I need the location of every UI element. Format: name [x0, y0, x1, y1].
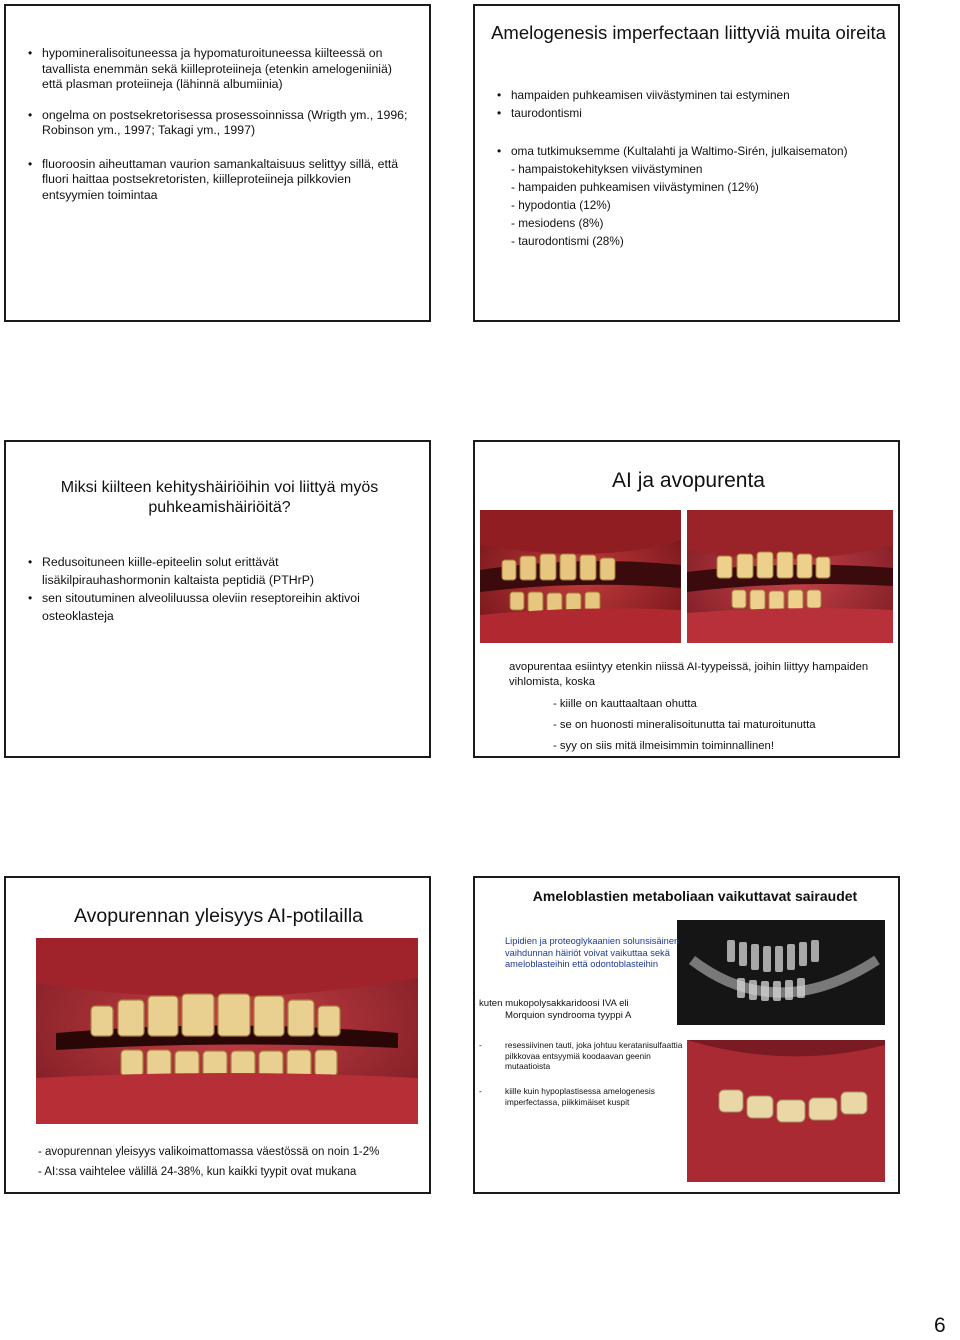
- bullet-item: • sen sitoutuminen alveoliluussa oleviin reseptoreihin aktivoi osteoklasteja: [28, 589, 408, 625]
- slide-1: [4, 4, 431, 322]
- slide-6-mid-text: [479, 998, 669, 1022]
- slide-1-bullets: [28, 46, 408, 218]
- sub-item: - kiille on kauttaaltaan ohutta: [553, 698, 697, 710]
- page-number: 6: [934, 1314, 946, 1337]
- study-item: - taurodontismi (28%): [511, 234, 624, 248]
- slide-3: [4, 440, 431, 758]
- slide-title: Amelogenesis imperfectaan liittyviä muita oireita: [491, 22, 886, 43]
- dash-item: [479, 1086, 694, 1107]
- dash-item: [479, 1040, 694, 1072]
- slide-title: Avopurennan yleisyys AI-potilailla: [73, 905, 364, 927]
- dash-mark: -: [479, 1086, 482, 1096]
- slide-2-study: [497, 142, 877, 250]
- study-item: - hampaiden puhkeamisen viivästyminen (12%): [511, 180, 759, 194]
- bullet-item: • taurodontismi: [497, 104, 877, 122]
- open-bite-photo-left: [480, 510, 681, 643]
- sub-item: - se on huonosti mineralisoitunutta tai maturoitunutta: [553, 719, 816, 731]
- mid-line: Morquion syndrooma tyyppi A: [505, 1010, 632, 1021]
- bullet-item: • hypomineralisoituneessa ja hypomaturoituneessa kiilteessä on tavallista enemmän sekä kiilleproteiineja (etenkin amelogeniiniä) että plasman proteiineja (lähinnä albumiinia): [28, 46, 408, 93]
- slide-2: [473, 4, 900, 322]
- mid-line: kuten mukopolysakkaridoosi IVA eli: [479, 998, 629, 1009]
- footnote: - AI:ssa vaihtelee välillä 24-38%, kun kaikki tyypit ovat mukana: [38, 1166, 357, 1178]
- dash-text: kiille kuin hypoplastisessa amelogenesis imperfectassa, piikkimäiset kuspit: [505, 1086, 655, 1107]
- footnote: - avopurennan yleisyys valikoimattomassa väestössä on noin 1-2%: [38, 1146, 380, 1158]
- dental-open-bite-photo: [36, 938, 418, 1124]
- slide-title: AI ja avopurenta: [612, 469, 765, 492]
- bullet-item: • hampaiden puhkeamisen viivästyminen tai estyminen: [497, 86, 877, 104]
- bullet-item: • fluoroosin aiheuttaman vaurion samankaltaisuus selittyy sillä, että fluori haittaa postsekretoristen, kiilleproteiineja pilkkovien entsyymien toimintaa: [28, 157, 408, 204]
- bullet-item: • ongelma on postsekretorisessa prosessoinnissa (Wrigth ym., 1996; Robinson ym., 1997; Takagi ym., 1997): [28, 108, 408, 139]
- slide-6-blue-text: Lipidien ja proteoglykaanien solunsisäinen vaihdunnan häiriöt voivat vaikuttaa sekä ameloblasteihin että odontoblasteihin: [505, 936, 680, 970]
- study-item: - mesiodens (8%): [511, 216, 604, 230]
- body-text: avopurentaa esiintyy etenkin niissä AI-tyypeissä, joihin liittyy hampaiden vihlomista, koska: [509, 661, 869, 688]
- slide-4: [473, 440, 900, 758]
- bullet-item: • oma tutkimuksemme (Kultalahti ja Waltimo-Sirén, julkaisematon): [497, 142, 877, 160]
- slide-title: Miksi kiilteen kehityshäiriöihin voi liittyä myös puhkeamishäiriöitä?: [60, 479, 379, 516]
- slide-title: Ameloblastien metaboliaan vaikuttavat sairaudet: [532, 888, 858, 904]
- dash-mark: -: [479, 1040, 482, 1050]
- study-item: - hypodontia (12%): [511, 198, 611, 212]
- open-bite-photo-right: [687, 510, 893, 643]
- bullet-item: • Redusoituneen kiille-epiteelin solut erittävät lisäkilpirauhashormonin kaltaista peptidiä (PTHrP): [28, 553, 408, 589]
- slide-4-body: [509, 660, 889, 753]
- slide-5: [4, 876, 431, 1194]
- slide-5-footnotes: [38, 1142, 423, 1182]
- sub-item: - syy on siis mitä ilmeisimmin toiminnallinen!: [553, 740, 774, 752]
- slide-2-bullets: [497, 86, 877, 122]
- dash-text: resessiivinen tauti, joka johtuu keratanisulfaattia pilkkovaa entsyymiä koodaavan geenin mutaatioista: [505, 1040, 683, 1072]
- slide-6: [473, 876, 900, 1194]
- slide-3-bullets: [28, 553, 408, 625]
- study-item: - hampaistokehityksen viivästyminen: [511, 162, 703, 176]
